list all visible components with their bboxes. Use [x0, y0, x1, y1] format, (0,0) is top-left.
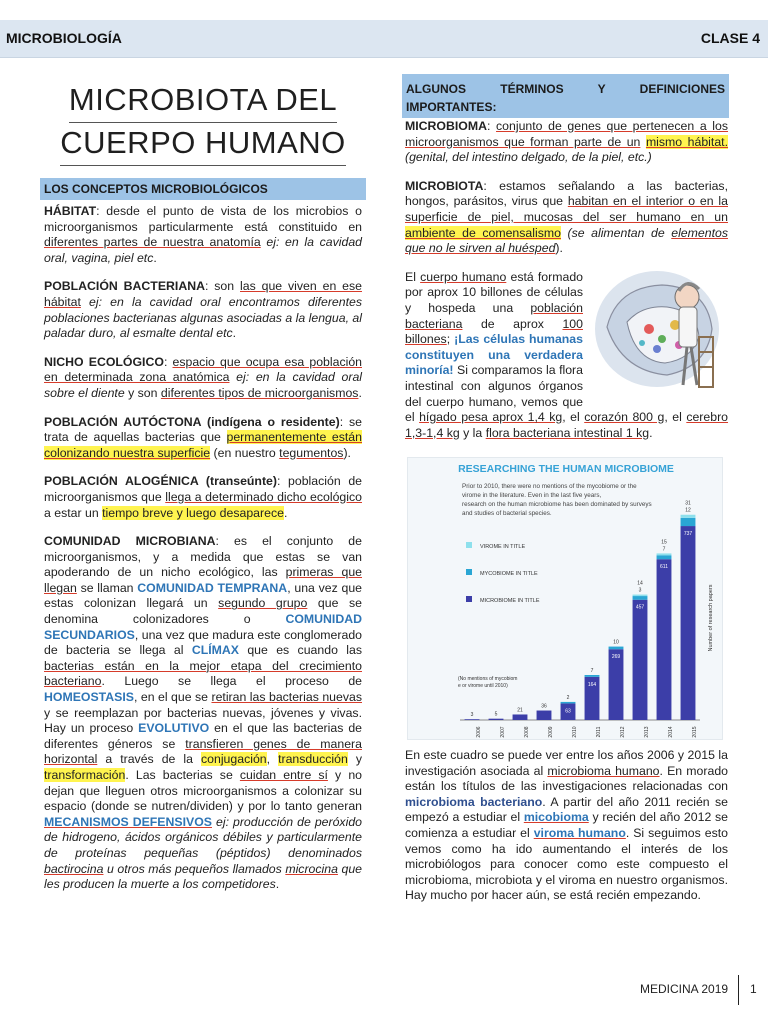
- scientist-cartoon-image: [587, 267, 730, 395]
- y-axis-label: Number of research papers: [708, 584, 714, 652]
- bar-microbiome: [657, 559, 672, 720]
- right-section-header: ALGUNOS TÉRMINOS Y DEFINICIONES IMPORTANTES:: [402, 74, 729, 118]
- x-tick-label: 2013: [644, 726, 650, 738]
- x-tick-label: 2014: [668, 726, 674, 738]
- left-column: [44, 204, 362, 906]
- chart-title: RESEARCHING THE HUMAN MICROBIOME: [458, 463, 674, 475]
- x-tick-label: 2012: [620, 726, 626, 738]
- definition-comunidad-microbiana: COMUNIDAD MICROBIANA: es el conjunto de microorganismos, y a medida que estas se van apoderando de un nicho ecológico, las primeras que llegan se llaman COMUNIDAD TEMPRANA, una vez que estas colonizan llegará un segundo grupo que se denomina colonizadores o COMUNIDAD SECUNDARIOS, una vez que madura este conglomerado de bacteria se llega al CLÍMAX que es cuando las bacterias están en la mejor etapa del crecimiento bacteriano. Luego se llega el proceso de HOMEOSTASIS, en el que se retiran las bacterias nuevas y se reemplazan por bacterias nuevas, jóvenes y vivas. Hay un proceso EVOLUTIVO en el que las bacterias de diferentes géneros se transfieren genes de manera horizontal a través de la conjugación, transducción y transformación. Las bacterias se cuidan entre sí y no dejan que lleguen otros microorganismos a colonizar su espacio (donde se nutren/dividen) y por lo tanto generan MECANISMOS DEFENSIVOS ej: producción de peróxido de hidrogeno, ácidos orgánicos débiles y particularmente de proteínas pequeñas (péptidos) denominados bactirocina u otros más pequeños llamados microcina que les producen la muerte a los competidores.: [44, 534, 363, 892]
- right-column-bottom: [405, 748, 728, 917]
- footer-separator: [738, 975, 739, 1005]
- left-section-header: LOS CONCEPTOS MICROBIOLÓGICOS: [40, 178, 366, 200]
- bar-value-label: 36: [541, 703, 547, 710]
- bar-mycobiome: [585, 675, 600, 677]
- bar-mycobiome: [657, 555, 672, 559]
- bar-microbiome: [633, 600, 648, 720]
- footer-label: MEDICINA 2019: [640, 982, 729, 996]
- page-title: [40, 80, 366, 166]
- bar-microbiome: [681, 526, 696, 720]
- bar-mycobiome: [561, 702, 576, 704]
- bar-value-label: 457: [635, 604, 645, 611]
- chart-note: (No mentions of mycobiom: [458, 676, 518, 682]
- x-tick-label: 2009: [548, 726, 554, 738]
- bar-value-label: 269: [611, 654, 621, 661]
- bar-mycobiome: [681, 518, 696, 526]
- x-tick-label: 2010: [572, 726, 578, 738]
- page-number: 1: [750, 982, 757, 996]
- chart-subtitle-line: and studies of bacterial species.: [462, 510, 552, 517]
- x-tick-label: 2015: [692, 726, 698, 738]
- definition-nicho-ecologico: NICHO ECOLÓGICO: espacio que ocupa esa población en determinada zona anatómica ej: en la cavidad oral sobre el diente y son diferentes tipos de microorganismos.: [44, 354, 363, 400]
- legend-label: MICROBIOME IN TITLE: [480, 598, 540, 604]
- chart-svg: [408, 458, 724, 741]
- bar-microbiome: [489, 719, 504, 720]
- x-tick-label: 2007: [500, 726, 506, 738]
- x-tick-label: 2006: [476, 726, 482, 738]
- microbiome-research-chart: [407, 457, 723, 740]
- chart-subtitle-line: research on the human microbiome has been dominated by surveys: [462, 501, 652, 508]
- bar-value-label: 3: [470, 712, 474, 719]
- definition-microbioma: MICROBIOMA: conjunto de genes que pertenecen a los microorganismos que forman parte de un mismo hábitat. (genital, del intestino delgado, de la piel, etc.): [405, 119, 729, 165]
- body-cells-paragraph: El cuerpo humano está formado por aprox 10 billones de células y hospeda una población bacteriana de aprox 100 billones; ¡Las células humanas constituyen una verdadera minoría! Si comparamos la flora intestinal con algunos órganos del cuerpo humano, vemos que el hígado pesa aprox 1,4 kg, el corazón 800 g, el cerebro 1,3-1,4 kg y la flora bacteriana intestinal 1 kg.: [405, 270, 728, 442]
- bar-value-label: 63: [565, 708, 571, 715]
- bar-value-label: 3: [638, 587, 642, 594]
- bar-value-label: 21: [517, 707, 523, 714]
- bar-value-label: 12: [685, 507, 691, 514]
- definition-microbiota: MICROBIOTA: estamos señalando a las bacterias, hongos, parásitos, virus que habitan en el interior o en la superficie de piel, mucosas del ser humano en un ambiente de comensalismo (se alimentan de elementos que no le sirven al huésped).: [405, 178, 728, 256]
- legend-swatch: [466, 542, 472, 548]
- legend-label: VIROME IN TITLE: [480, 544, 526, 550]
- chart-explanation-paragraph: En este cuadro se puede ver entre los años 2006 y 2015 la investigación asociada al microbioma humano. En morado están los títulos de las investigaciones relacionadas con microbioma bacteriano. A partir del año 2011 recién se empezó a estudiar el micobioma y recién del año 2012 se comienza a estudiar el viroma humano. Si seguimos esto vemos como ha ido aumentando el interés de los microbiólogos para conocer como este compuesto el microbioma, microbiota y el viroma en nuestro organismos. Hay mucho por hacer aún, se está recién empezando.: [405, 748, 729, 903]
- x-tick-label: 2011: [596, 726, 602, 738]
- legend-swatch: [466, 569, 472, 575]
- right-column: [405, 119, 728, 454]
- chart-subtitle-line: virome in the literature. Even in the last five years,: [462, 492, 602, 499]
- title-line-2: CUERPO HUMANO: [60, 123, 346, 166]
- definition-habitat: HÁBITAT: desde el punto de vista de los microbios o microorganismos particularmente está constituido en diferentes partes de nuestra anatomía ej: en la cavidad oral, vagina, piel etc.: [44, 204, 363, 265]
- bar-mycobiome: [633, 596, 648, 600]
- chart-note: e or virome until 2010): [458, 683, 508, 689]
- top-header-bar: [0, 20, 768, 58]
- bar-microbiome: [465, 719, 480, 720]
- bar-value-label: 10: [613, 639, 619, 646]
- definition-poblacion-autoctona: POBLACIÓN AUTÓCTONA (indígena o residente): se trata de aquellas bacterias que permanentemente están colonizando nuestra superficie (en nuestro tegumentos).: [44, 414, 362, 460]
- bar-mycobiome: [609, 647, 624, 650]
- bar-virome: [657, 553, 672, 555]
- bar-value-label: 31: [685, 500, 691, 507]
- chart-subtitle-line: Prior to 2010, there were no mentions of the mycobiome or the: [462, 483, 637, 490]
- class-label: CLASE 4: [700, 30, 760, 46]
- bar-microbiome: [513, 714, 528, 720]
- bar-value-label: 7: [590, 668, 594, 674]
- bar-value-label: 2: [566, 694, 570, 701]
- x-tick-label: 2008: [524, 726, 530, 738]
- bar-value-label: 14: [637, 580, 643, 587]
- legend-swatch: [466, 596, 472, 602]
- definition-poblacion-alogenica: POBLACIÓN ALOGÉNICA (transeúnte): población de microorganismos que llega a determinado dicho ecológico a estar un tiempo breve y luego desaparece.: [44, 474, 362, 520]
- bar-value-label: 737: [683, 531, 693, 538]
- bar-value-label: 164: [587, 681, 597, 688]
- subject-label: MICROBIOLOGÍA: [6, 30, 122, 46]
- definition-poblacion-bacteriana: POBLACIÓN BACTERIANA: son las que viven en ese hábitat ej: en la cavidad oral encontramos diferentes poblaciones bacterianas algunas asociadas a la lengua, al paladar duro, al esmalte dental etc.: [44, 279, 362, 341]
- bar-value-label: 7: [662, 546, 666, 553]
- title-line-1: MICROBIOTA DEL: [69, 80, 337, 123]
- bar-microbiome: [537, 711, 552, 720]
- bar-value-label: 5: [494, 711, 498, 718]
- legend-label: MYCOBIOME IN TITLE: [480, 571, 538, 577]
- bar-value-label: 15: [661, 539, 667, 546]
- bar-value-label: 611: [660, 564, 668, 571]
- bar-virome: [633, 595, 648, 597]
- bar-virome: [681, 515, 696, 518]
